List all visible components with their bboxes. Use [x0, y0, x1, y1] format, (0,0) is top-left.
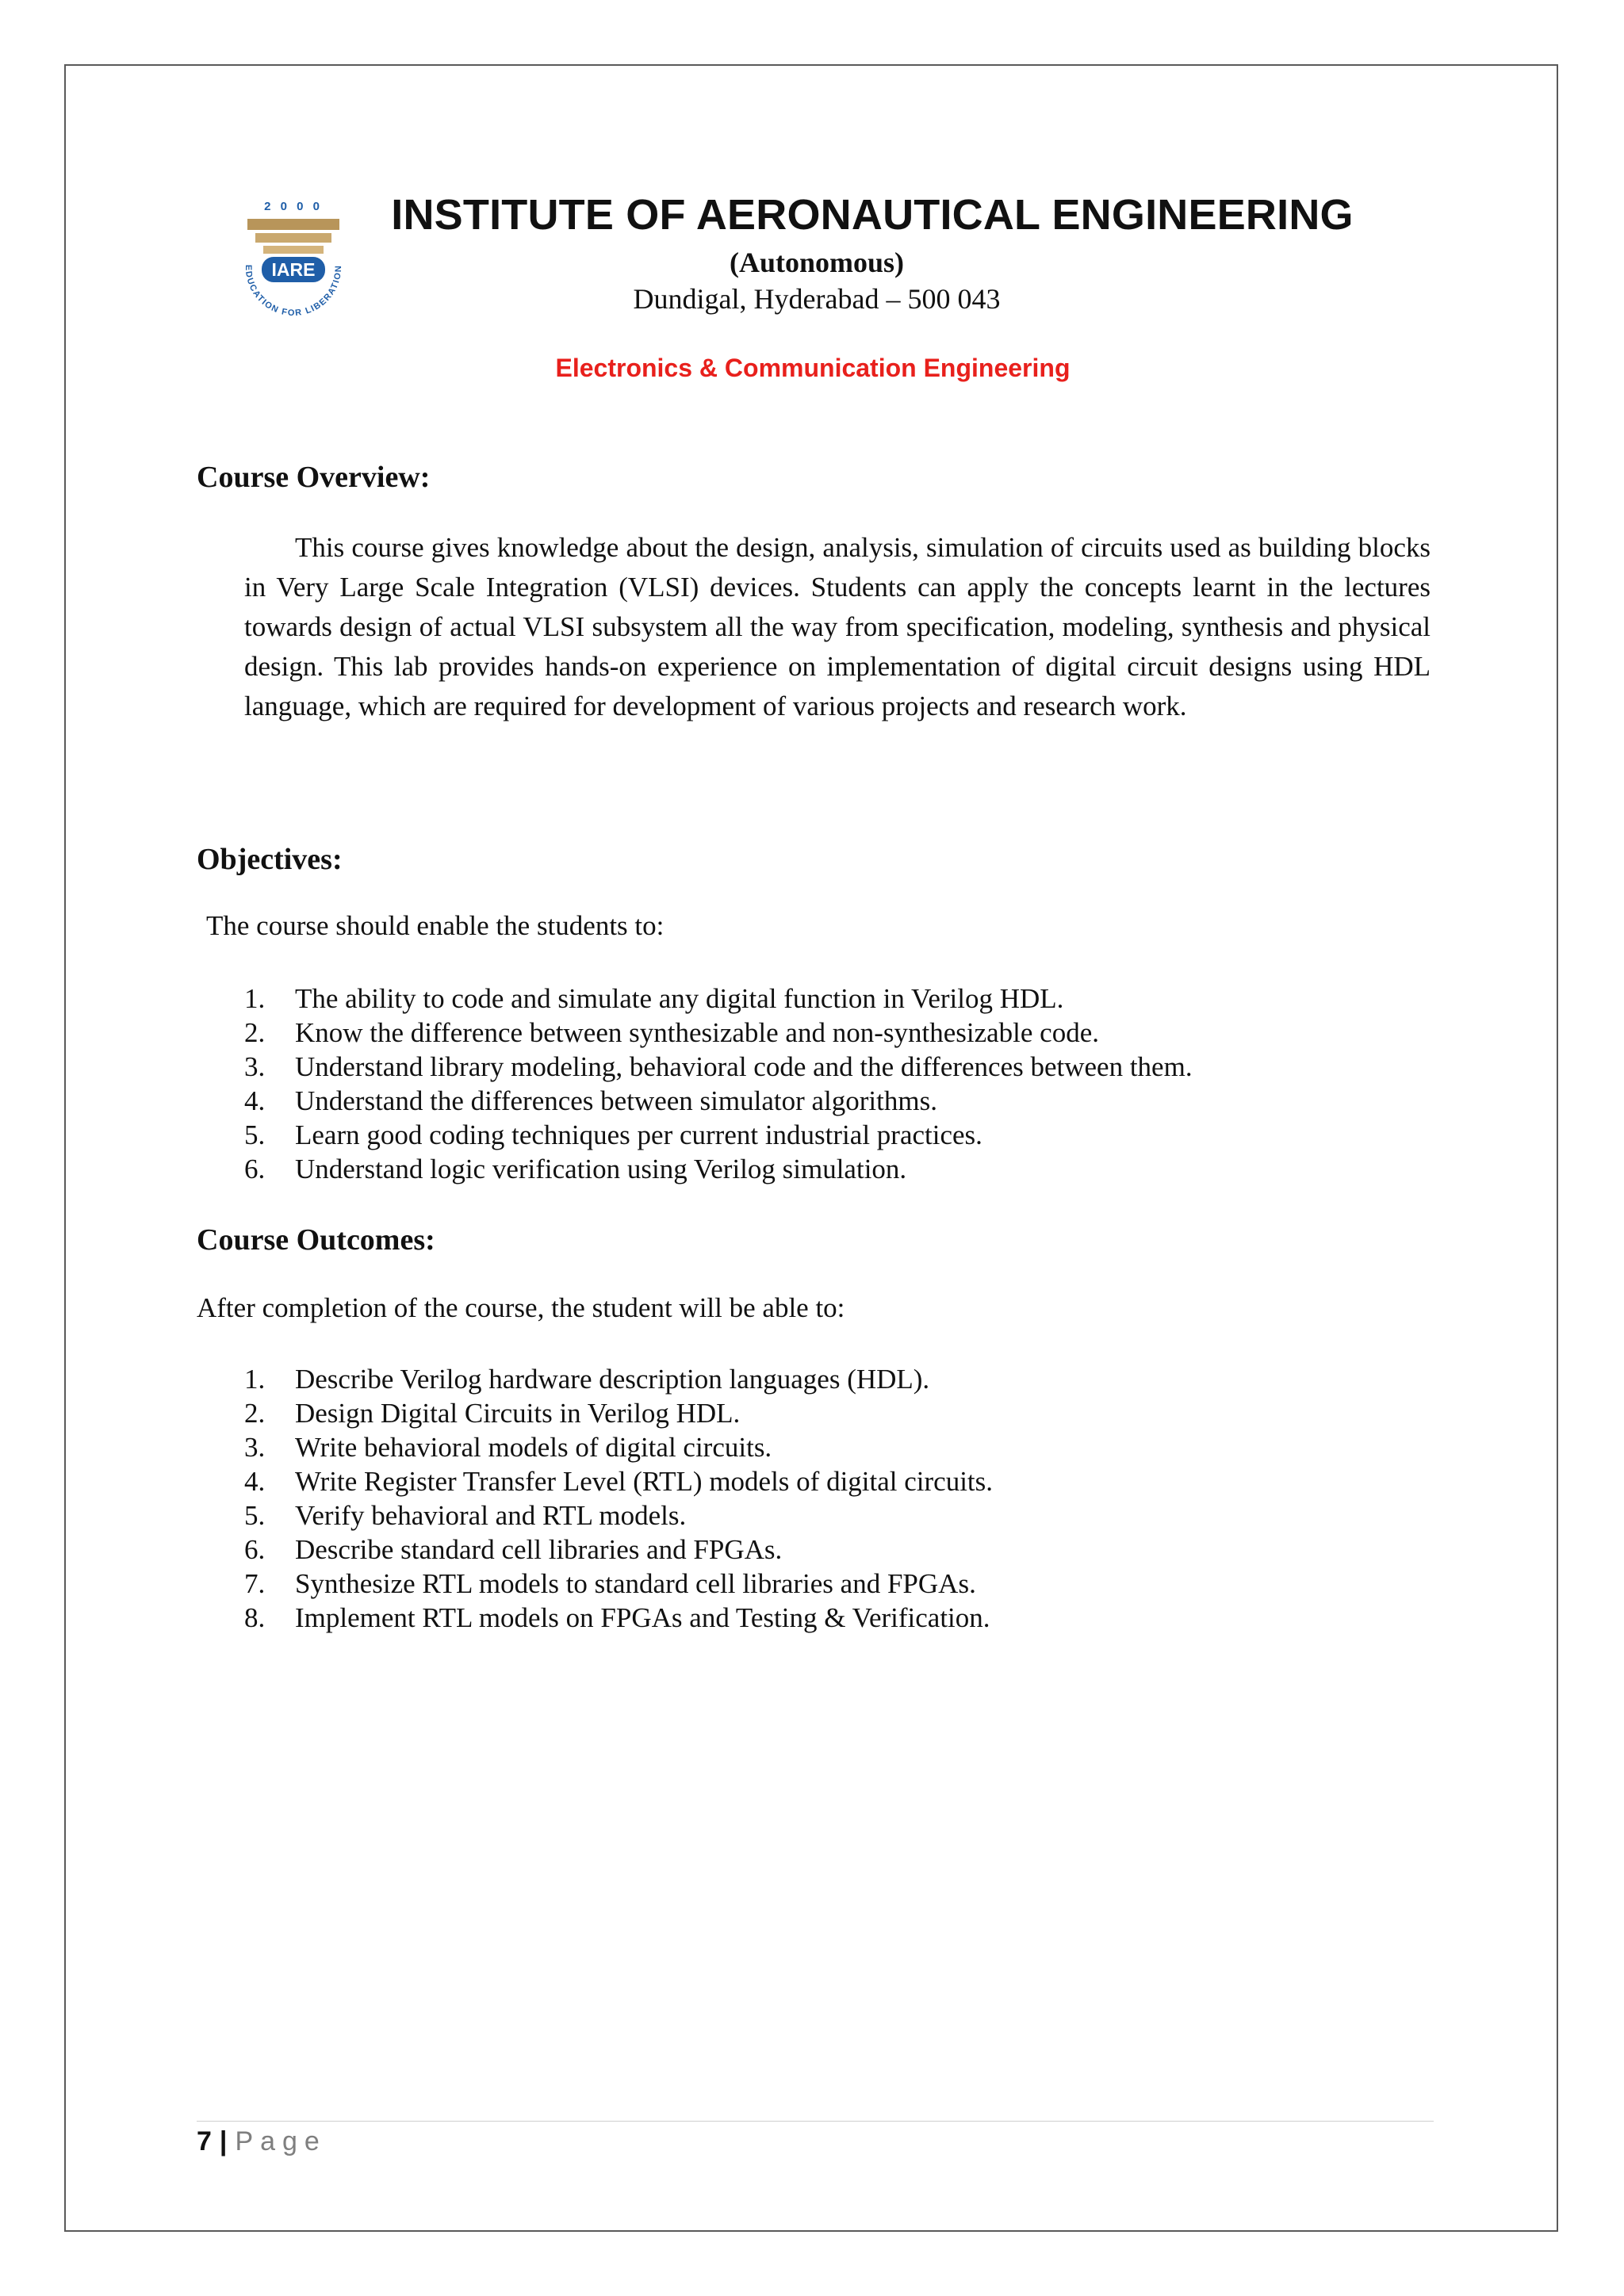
list-item-number: 4. — [244, 1085, 266, 1116]
list-item — [244, 1396, 993, 1430]
page-number: 7 — [197, 2126, 212, 2156]
list-item — [244, 1084, 1193, 1118]
list-item-text: Understand the differences between simulator algorithms. — [295, 1085, 937, 1116]
list-item-number: 1. — [244, 983, 266, 1014]
page-footer — [197, 2126, 327, 2157]
objectives-intro: The course should enable the students to: — [206, 910, 665, 941]
list-item-number: 4. — [244, 1466, 266, 1497]
list-item-number: 2. — [244, 1398, 266, 1429]
page-label: Page — [235, 2126, 327, 2156]
list-item — [244, 1498, 993, 1533]
list-item-number: 7. — [244, 1568, 266, 1599]
course-outcomes-intro: After completion of the course, the student will be able to: — [197, 1292, 845, 1323]
list-item-text: Learn good coding techniques per current industrial practices. — [295, 1119, 982, 1150]
list-item-text: The ability to code and simulate any digital function in Verilog HDL. — [295, 983, 1064, 1014]
logo-text: IARE — [271, 259, 316, 280]
list-item-text: Write behavioral models of digital circuits. — [295, 1432, 772, 1463]
institute-address: Dundigal, Hyderabad – 500 043 — [633, 283, 1001, 315]
department-title: Electronics & Communication Engineering — [555, 354, 1071, 382]
list-item — [244, 1362, 993, 1396]
list-item — [244, 1430, 993, 1464]
institute-status: (Autonomous) — [729, 247, 905, 278]
footer-divider — [197, 2121, 1434, 2122]
list-item — [244, 1118, 1193, 1152]
list-item-text: Design Digital Circuits in Verilog HDL. — [295, 1398, 741, 1429]
list-item-text: Understand library modeling, behavioral code and the differences between them. — [295, 1051, 1193, 1082]
objectives-heading: Objectives: — [197, 843, 343, 876]
list-item-text: Write Register Transfer Level (RTL) models of digital circuits. — [295, 1466, 994, 1497]
list-item-text: Know the difference between synthesizable and non-synthesizable code. — [295, 1017, 1099, 1048]
iare-logo-icon — [230, 198, 357, 333]
list-item-number: 3. — [244, 1051, 266, 1082]
list-item — [244, 1016, 1193, 1050]
objectives-list — [244, 982, 1193, 1186]
list-item-number: 2. — [244, 1017, 266, 1048]
list-item-number: 5. — [244, 1119, 266, 1150]
list-item-text: Synthesize RTL models to standard cell libraries and FPGAs. — [295, 1568, 976, 1599]
list-item — [244, 982, 1193, 1016]
list-item — [244, 1567, 993, 1601]
list-item-number: 8. — [244, 1602, 266, 1633]
list-item — [244, 1152, 1193, 1186]
footer-separator: | — [219, 2126, 228, 2156]
list-item-text: Understand logic verification using Verilog simulation. — [295, 1154, 907, 1184]
list-item-text: Describe standard cell libraries and FPGAs. — [295, 1534, 783, 1565]
course-overview-paragraph: This course gives knowledge about the design, analysis, simulation of circuits used as building blocks in Very Large Scale Integration (VLSI) devices. Students can apply the concepts learnt in the lectures towards design of actual VLSI subsystem all the way from specification, modeling, synthesis and physical design. This lab provides hands-on experience on implementation of digital circuit designs using HDL language, which are required for development of various projects and research work. — [244, 532, 1431, 721]
list-item-number: 3. — [244, 1432, 266, 1463]
institute-name: INSTITUTE OF AERONAUTICAL ENGINEERING — [391, 191, 1354, 239]
logo-motto: EDUCATION FOR LIBERATION — [243, 264, 344, 319]
list-item-text: Verify behavioral and RTL models. — [295, 1500, 687, 1531]
list-item — [244, 1464, 993, 1498]
course-outcomes-list — [244, 1362, 993, 1635]
list-item-number: 5. — [244, 1500, 266, 1531]
course-outcomes-heading: Course Outcomes: — [197, 1223, 435, 1257]
list-item-text: Describe Verilog hardware description languages (HDL). — [295, 1364, 930, 1395]
list-item-number: 6. — [244, 1154, 266, 1184]
list-item-number: 1. — [244, 1364, 266, 1395]
list-item-number: 6. — [244, 1534, 266, 1565]
list-item-text: Implement RTL models on FPGAs and Testing & Verification. — [295, 1602, 990, 1633]
list-item — [244, 1533, 993, 1567]
logo-year: 2 0 0 0 — [264, 200, 323, 213]
course-overview-heading: Course Overview: — [197, 461, 431, 494]
list-item — [244, 1601, 993, 1635]
list-item — [244, 1050, 1193, 1084]
